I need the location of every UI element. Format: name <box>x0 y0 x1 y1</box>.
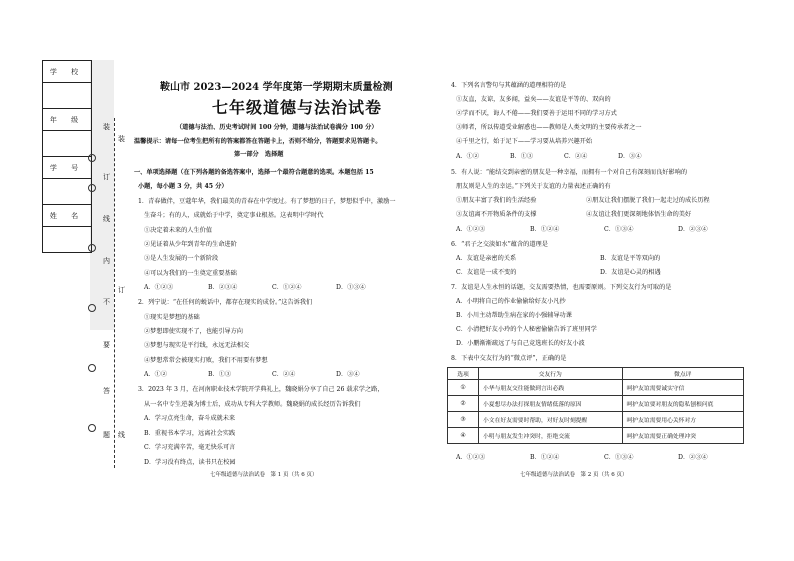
q3-option-c: C．学习充满辛苦，毫无快乐可言 <box>144 444 236 451</box>
cut-char: 题 <box>103 431 110 439</box>
q1-item: ③是人生发展的一个新阶段 <box>144 255 219 262</box>
q4-option-c: C．②④ <box>564 153 588 160</box>
table-header: 交友行为 <box>479 368 623 380</box>
q5-option-c: C．①③④ <box>604 226 634 233</box>
q5-item: ③友谊离不开物质条件的支撑 <box>456 211 537 218</box>
q2-stem: 2．列宁说：“在任何的蜕话中，都存在现实的成份。”这告诉我们 <box>138 299 313 306</box>
binding-hole <box>88 244 96 252</box>
q2-option-b: B．①③ <box>208 371 232 378</box>
q3-stem: 3．2023 年 3 月，在河南职业技术学院开学典礼上，魏晓娟分享了自己 26 载求学之路， <box>138 386 384 393</box>
table-cell: 呵护友谊要对朋友的隐私刨根问底 <box>622 396 744 412</box>
q6-option-b: B．友谊是平等双向的 <box>600 255 661 262</box>
q4-option-d: D．③④ <box>618 153 642 160</box>
q4-item: ④千里之行，始于足下——学习要从培养兴趣开始 <box>456 138 593 145</box>
q5-option-b: B．①②④ <box>530 226 560 233</box>
q4-option-a: A．①② <box>456 153 480 160</box>
table-cell: 小文在好友需要时帮助，对好友时刻提醒 <box>479 412 623 428</box>
field-grade: 年 级 <box>43 109 91 131</box>
cut-char: 内 <box>103 257 110 265</box>
q3-option-a: A．学习点亮生命，奋斗成就未来 <box>144 415 236 422</box>
line-char: 装 <box>118 135 125 143</box>
field-name: 姓 名 <box>43 205 91 227</box>
q7-option-d: D．小鹏渐渐疏远了与自己竞选班长的好友小波 <box>456 340 585 347</box>
q2-item: ③梦想与现实是平行线，永远无法相交 <box>144 342 250 349</box>
page-footer-1: 七年级道德与法治试卷 第 1 页（共 6 页） <box>210 472 318 478</box>
q2-option-c: C．②④ <box>272 371 296 378</box>
table-cell: 呵护友谊需要正确处理冲突 <box>622 428 744 444</box>
q5-item: ④友谊让我们更深刻地体悟生命的美好 <box>586 211 692 218</box>
field-school: 学 校 <box>43 61 91 83</box>
tip-text: 温馨提示：请每一位考生把所有的答案都答在答题卡上，否则不给分，答题要求见答题卡。 <box>134 138 382 145</box>
table-cell: ③ <box>448 412 479 428</box>
q8-option-b: B．①②④ <box>530 454 560 461</box>
field-id: 学 号 <box>43 157 91 179</box>
cut-char: 装 <box>103 123 110 131</box>
q3-option-b: B．重视书本学习，远离社会实践 <box>144 430 236 437</box>
q2-item: ②梦想即使实现不了，也能引导方向 <box>144 328 243 335</box>
q7-option-a: A．小明将自己的作业偷偷给好友小凡抄 <box>456 298 566 305</box>
q5-stem-2: 朋友则是人生的幸运。”下列关于友谊的力量表述正确的有 <box>456 183 611 190</box>
cut-char: 线 <box>103 215 110 223</box>
table-cell: 小明与朋友发生冲突时，拒绝交流 <box>479 428 623 444</box>
q3-option-d: D．学习没有终点，读书只在校园 <box>144 459 236 466</box>
table-cell: 呵护友谊需要用心关怀对方 <box>622 412 744 428</box>
page-footer-2: 七年级道德与法治试卷 第 2 页（共 6 页） <box>520 472 628 478</box>
section-heading: 一、单项选择题（在下列各题的备选答案中，选择一个最符合题意的选项。本题包括 15 <box>134 169 374 176</box>
binding-shade <box>90 60 114 330</box>
q2-item: ①现实是梦想的基础 <box>144 314 200 321</box>
subject-title: 七年级道德与法治试卷 <box>212 98 383 117</box>
q3-stem-2: 从一名中专生逆袭为博士后，成功从专科大学教师。魏晓娟的成长经历告诉我们 <box>144 401 361 408</box>
table-cell: ② <box>448 396 479 412</box>
q2-option-a: A．①② <box>144 371 168 378</box>
q1-item: ④可以为我们的一生奠定重要基础 <box>144 270 237 277</box>
q4-item: ①友直，友谅，友多闻，益矣——友谊是平等的、双向的 <box>456 96 611 103</box>
table-header: 选项 <box>448 368 479 380</box>
cut-char: 不 <box>103 298 110 306</box>
table-header-row <box>448 368 744 380</box>
q6-option-a: A．友谊是亲密的关系 <box>456 255 517 262</box>
q4-item: ③师者，所以传道受业解惑也——教师是人类文明的主要传承者之一 <box>456 124 642 131</box>
table-row <box>448 428 744 444</box>
q5-option-d: D．②③④ <box>678 226 708 233</box>
table-cell: ④ <box>448 428 479 444</box>
binding-hole <box>88 154 96 162</box>
exam-title: 鞍山市 2023—2024 学年度第一学期期末质量检测 <box>160 82 393 93</box>
q1-stem: 1．青春做伴，豆蔻年华，我们最美的青春在中学度过。有了梦想的日子，梦想似乎中，激励一 <box>138 198 396 205</box>
q5-option-a: A．①②③ <box>456 226 486 233</box>
student-info-table <box>42 60 92 253</box>
binding-hole <box>88 184 96 192</box>
table-cell: ① <box>448 380 479 396</box>
table-cell: 小华与朋友交往能做到言出必践 <box>479 380 623 396</box>
binding-hole <box>88 424 96 432</box>
q4-stem: 4．下列名言警句与其蕴涵的道理相符的是 <box>451 82 567 89</box>
table-header: 微点评 <box>622 368 744 380</box>
q7-stem: 7．友谊是人生永恒的话题，交友需要热情，也需要原则。下列交友行为可取的是 <box>451 284 672 291</box>
q1-item: ②见证着从少年到青年的生命进阶 <box>144 241 237 248</box>
q1-option-b: B．②③④ <box>208 284 238 291</box>
q8-option-c: C．①③④ <box>604 454 634 461</box>
q2-item: ④梦想常常会被现实打败，我们不用要有梦想 <box>144 357 268 364</box>
time-note: （道德与法治、历史考试时间 100 分钟，道德与法治试卷满分 100 分） <box>176 124 378 131</box>
line-char: 订 <box>118 286 125 294</box>
blank <box>43 83 91 109</box>
q4-item: ②学而不厌，诲人不倦——我们要善于运用不同的学习方式 <box>456 110 617 117</box>
q7-option-c: C．小清把好友小玲的个人秘密偷偷告诉了班里同学 <box>456 326 597 333</box>
q5-item: ①朋友丰富了我们的生活经验 <box>456 197 537 204</box>
cut-char: 答 <box>103 387 110 395</box>
q5-stem: 5．有人说：“能结交到亲密的朋友是一种幸福，而拥有一个对自己有深刻而良好影响的 <box>451 169 688 176</box>
q8-stem: 8．下表中交友行为的“微点评”，正确的是 <box>451 355 567 362</box>
blank <box>43 227 91 252</box>
q8-option-d: D．②③④ <box>678 454 708 461</box>
blank <box>43 131 91 157</box>
q2-option-d: D．③④ <box>336 371 360 378</box>
q6-option-d: D．友谊是心灵的相遇 <box>600 269 661 276</box>
binding-hole <box>88 364 96 372</box>
q1-item: ①决定着未来的人生价值 <box>144 227 213 234</box>
q6-stem: 6．“君子之交淡如水”蕴含的道理是 <box>451 241 548 248</box>
table-row <box>448 412 744 428</box>
binding-hole <box>88 304 96 312</box>
blank <box>43 179 91 205</box>
section-heading-2: 小题，每小题 3 分，共 45 分） <box>138 183 228 190</box>
table-cell: 小夏想尽办法打探朋友情绪低落的原因 <box>479 396 623 412</box>
q1-stem-2: 生奋斗；有的人，成就始于中学，奠定事业根基。这表明中学时代 <box>144 212 324 219</box>
q1-option-a: A．①②③ <box>144 284 174 291</box>
table-row <box>448 396 744 412</box>
part-title: 第一部分 选择题 <box>234 151 284 158</box>
q1-option-c: C．①②④ <box>272 284 302 291</box>
q8-option-a: A．①②③ <box>456 454 486 461</box>
q6-option-c: C．友谊是一成不变的 <box>456 269 517 276</box>
cut-line <box>114 118 115 468</box>
q7-option-b: B．小川主动帮助生病在家的小强辅导功课 <box>456 312 572 319</box>
line-char: 线 <box>118 431 125 439</box>
cut-char: 要 <box>103 341 110 349</box>
table-row <box>448 380 744 396</box>
q1-option-d: D．①③④ <box>336 284 366 291</box>
cut-char: 订 <box>103 173 110 181</box>
q5-item: ②朋友让我们摆脱了我们一起走过的成长历程 <box>586 197 710 204</box>
q8-table <box>447 367 744 444</box>
q4-option-b: B．①③ <box>510 153 534 160</box>
table-cell: 呵护友谊需要诚实守信 <box>622 380 744 396</box>
